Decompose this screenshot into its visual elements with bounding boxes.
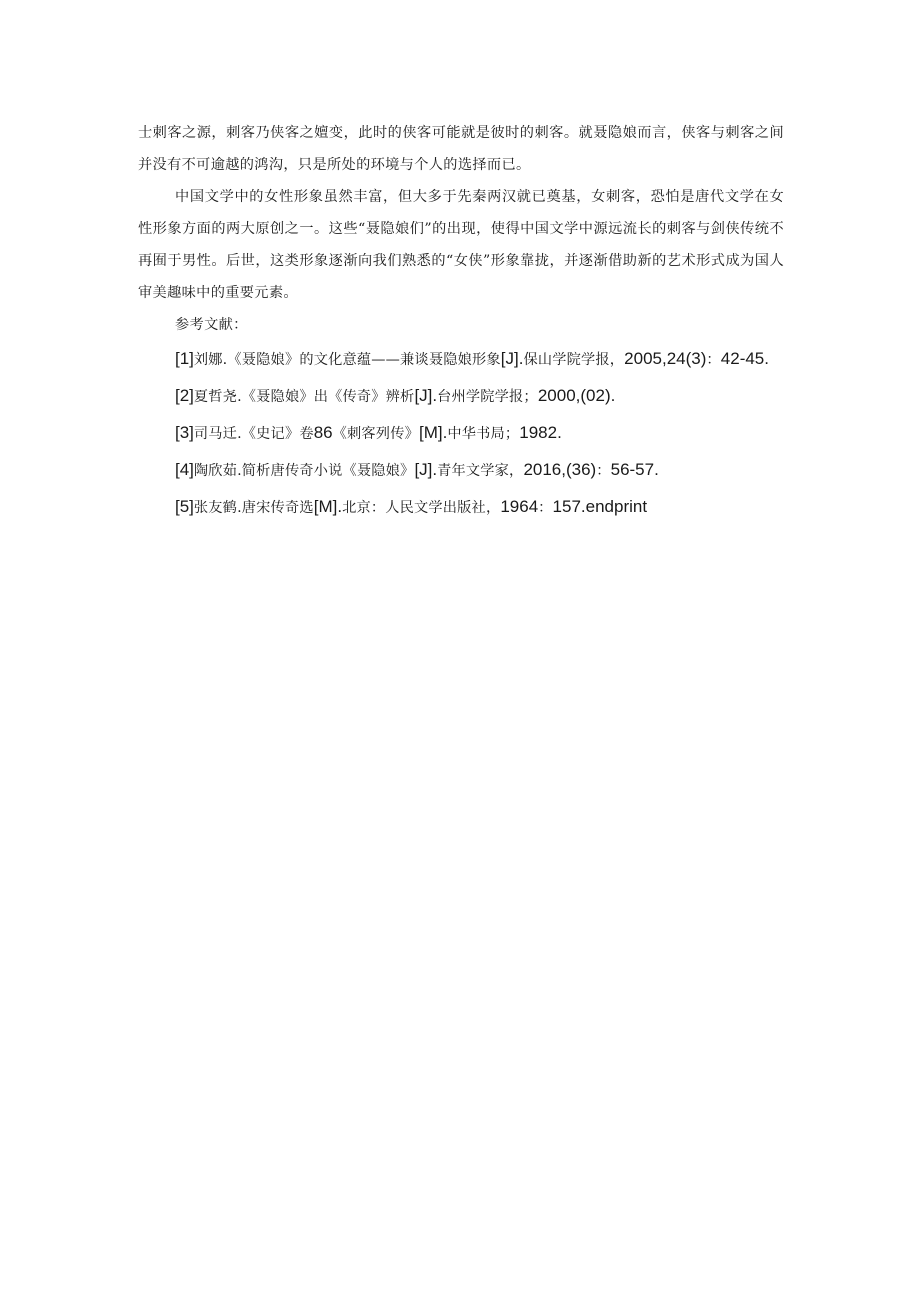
reference-text-segment: 台州学院学报； [437, 389, 538, 405]
reference-latin-segment: [M]. [313, 497, 343, 516]
body-paragraph-1: 士刺客之源，刺客乃侠客之嬗变，此时的侠客可能就是彼时的刺客。就聂隐娘而言，侠客与刺客之间并没有不可逾越的鸿沟，只是所处的环境与个人的选择而已。 [138, 125, 784, 173]
reference-latin-segment: 2016,(36) [523, 460, 597, 479]
reference-latin-segment: [2] [175, 386, 194, 405]
reference-text-segment: 保山学院学报， [523, 352, 625, 368]
reference-item-5 [138, 489, 784, 526]
reference-latin-segment: 86 [313, 423, 333, 442]
reference-text-segment: 张友鹤.唐宋传奇选 [193, 500, 314, 516]
reference-latin-segment: [1] [175, 349, 194, 368]
reference-text-segment: 《刺客列传》 [332, 426, 419, 442]
reference-text-segment: 夏哲尧.《聂隐娘》出《传奇》辨析 [193, 389, 415, 405]
reference-latin-segment: [4] [175, 460, 194, 479]
reference-item-3 [138, 415, 784, 452]
reference-latin-segment: 2005,24(3) [624, 349, 707, 368]
references-list [138, 341, 784, 526]
reference-latin-segment: [J]. [500, 349, 524, 368]
reference-text-segment: 司马迁.《史记》卷 [193, 426, 314, 442]
reference-text-segment: 陶欣茹.简析唐传奇小说《聂隐娘》 [193, 463, 415, 479]
reference-text-segment: 刘娜.《聂隐娘》的文化意蕴——兼谈聂隐娘形象 [193, 352, 501, 368]
reference-text-segment: ： [596, 463, 611, 479]
reference-latin-segment: 1964 [500, 497, 539, 516]
reference-text-segment: 中华书局； [447, 426, 520, 442]
reference-latin-segment: 42-45. [720, 349, 769, 368]
reference-text-segment: ： [706, 352, 721, 368]
reference-text-segment: 北京：人民文学出版社， [342, 500, 501, 516]
document-page [138, 117, 784, 526]
reference-latin-segment: 1982. [519, 423, 562, 442]
reference-latin-segment: [J]. [414, 460, 438, 479]
reference-item-2 [138, 378, 784, 415]
reference-latin-segment: [3] [175, 423, 194, 442]
reference-item-4 [138, 452, 784, 489]
references-heading: 参考文献： [175, 317, 248, 333]
reference-latin-segment: [M]. [418, 423, 448, 442]
reference-latin-segment: [J]. [414, 386, 438, 405]
reference-text-segment: ： [538, 500, 553, 516]
body-paragraph-2: 中国文学中的女性形象虽然丰富，但大多于先秦两汉就已奠基，女刺客，恐怕是唐代文学在女性形象方面的两大原创之一。这些“聂隐娘们”的出现，使得中国文学中源远流长的刺客与剑侠传统不再囿于男性。后世，这类形象逐渐向我们熟悉的“女侠”形象靠拢，并逐渐借助新的艺术形式成为国人审美趣味中的重要元素。 [138, 189, 784, 301]
reference-latin-segment: 2000,(02). [537, 386, 616, 405]
reference-latin-segment: 157.endprint [552, 497, 648, 516]
reference-latin-segment: 56-57. [610, 460, 659, 479]
reference-latin-segment: [5] [175, 497, 194, 516]
reference-text-segment: 青年文学家， [437, 463, 524, 479]
reference-item-1 [138, 341, 784, 378]
